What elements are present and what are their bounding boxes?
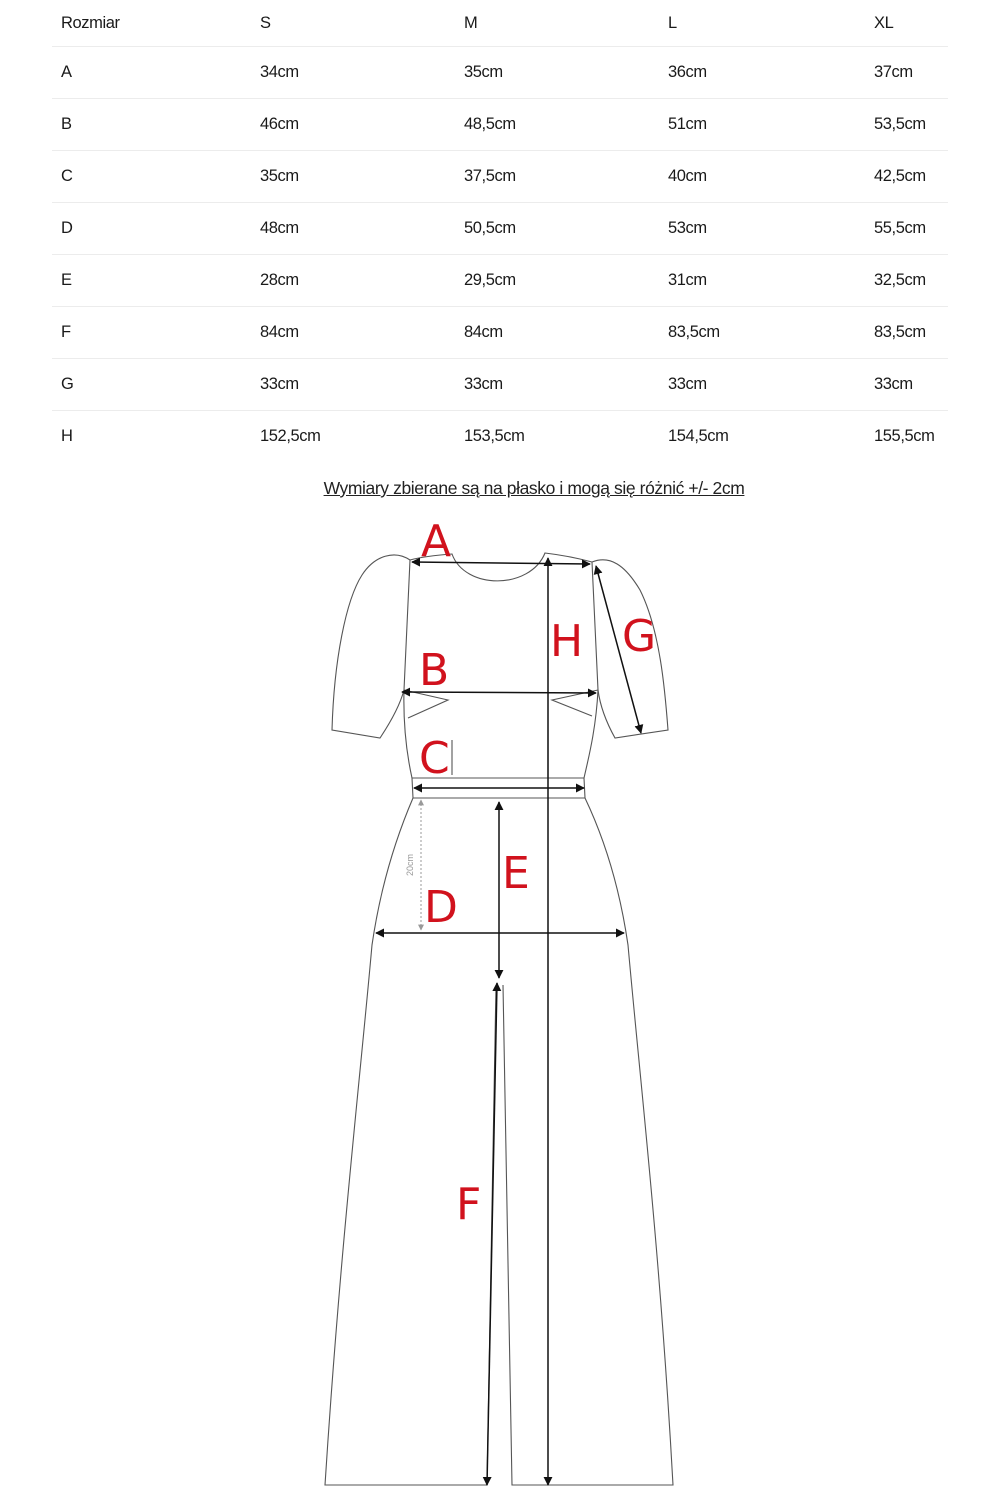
cell-value: 50,5cm	[455, 203, 659, 255]
cell-value: 34cm	[251, 47, 455, 99]
cell-value: 29,5cm	[455, 255, 659, 307]
header-m: M	[455, 0, 659, 47]
cell-value: 35cm	[251, 151, 455, 203]
cell-value: 51cm	[659, 99, 865, 151]
cell-value: 33cm	[865, 359, 948, 411]
cell-value: 31cm	[659, 255, 865, 307]
cell-value: 55,5cm	[865, 203, 948, 255]
cell-value: 42,5cm	[865, 151, 948, 203]
bodice-left	[404, 560, 412, 778]
cell-value: 33cm	[659, 359, 865, 411]
cell-value: 37cm	[865, 47, 948, 99]
measurement-note: Wymiary zbierane są na płasko i mogą się różnić +/- 2cm	[323, 478, 745, 498]
size-table	[52, 0, 948, 462]
cell-value: 48cm	[251, 203, 455, 255]
cell-value: 83,5cm	[865, 307, 948, 359]
bodice-right	[584, 562, 598, 778]
cell-value: 154,5cm	[668, 427, 729, 445]
label-e: E	[502, 848, 530, 899]
row-label: C	[52, 151, 251, 203]
label-d: D	[424, 882, 458, 933]
table-row	[52, 255, 948, 307]
row-label: H	[61, 427, 73, 445]
header-xl: XL	[865, 0, 948, 47]
row-label: G	[52, 359, 251, 411]
arrow-f	[487, 983, 497, 1485]
table-row	[52, 99, 948, 151]
left-sleeve	[332, 555, 410, 738]
table-row	[52, 47, 948, 99]
row-label: A	[52, 47, 251, 99]
cell-value: 155,5cm	[874, 427, 935, 445]
cell-value: 153,5cm	[464, 427, 525, 445]
row-label: F	[52, 307, 251, 359]
cell-value: 37,5cm	[455, 151, 659, 203]
header-size: Rozmiar	[52, 0, 251, 47]
cell-value: 48,5cm	[455, 99, 659, 151]
left-leg	[325, 798, 496, 1485]
label-h: H	[550, 616, 584, 667]
label-c: C	[419, 733, 450, 784]
row-label: E	[52, 255, 251, 307]
cell-value: 84cm	[455, 307, 659, 359]
row-label: B	[52, 99, 251, 151]
table-row	[52, 203, 948, 255]
table-row	[52, 307, 948, 359]
cell-value: 33cm	[455, 359, 659, 411]
label-a: A	[421, 516, 452, 567]
table-header-row	[52, 0, 948, 47]
cell-value: 83,5cm	[659, 307, 865, 359]
cell-value: 33cm	[251, 359, 455, 411]
header-s: S	[251, 0, 455, 47]
label-f: F	[456, 1179, 482, 1230]
cell-value: 152,5cm	[260, 427, 321, 445]
cell-value: 28cm	[251, 255, 455, 307]
garment-diagram	[300, 510, 700, 1495]
right-leg	[503, 798, 673, 1485]
cell-value: 36cm	[659, 47, 865, 99]
table-row	[52, 411, 948, 463]
table-row	[52, 359, 948, 411]
hip-offset-label: 20cm	[405, 853, 415, 876]
cell-value: 53cm	[659, 203, 865, 255]
header-l: L	[659, 0, 865, 47]
cell-value: 40cm	[659, 151, 865, 203]
cell-value: 53,5cm	[865, 99, 948, 151]
cell-value: 46cm	[251, 99, 455, 151]
table-row	[52, 151, 948, 203]
cell-value: 84cm	[251, 307, 455, 359]
label-g: G	[622, 611, 657, 662]
label-b: B	[419, 645, 450, 696]
row-label: D	[52, 203, 251, 255]
cell-value: 32,5cm	[865, 255, 948, 307]
cell-value: 35cm	[455, 47, 659, 99]
